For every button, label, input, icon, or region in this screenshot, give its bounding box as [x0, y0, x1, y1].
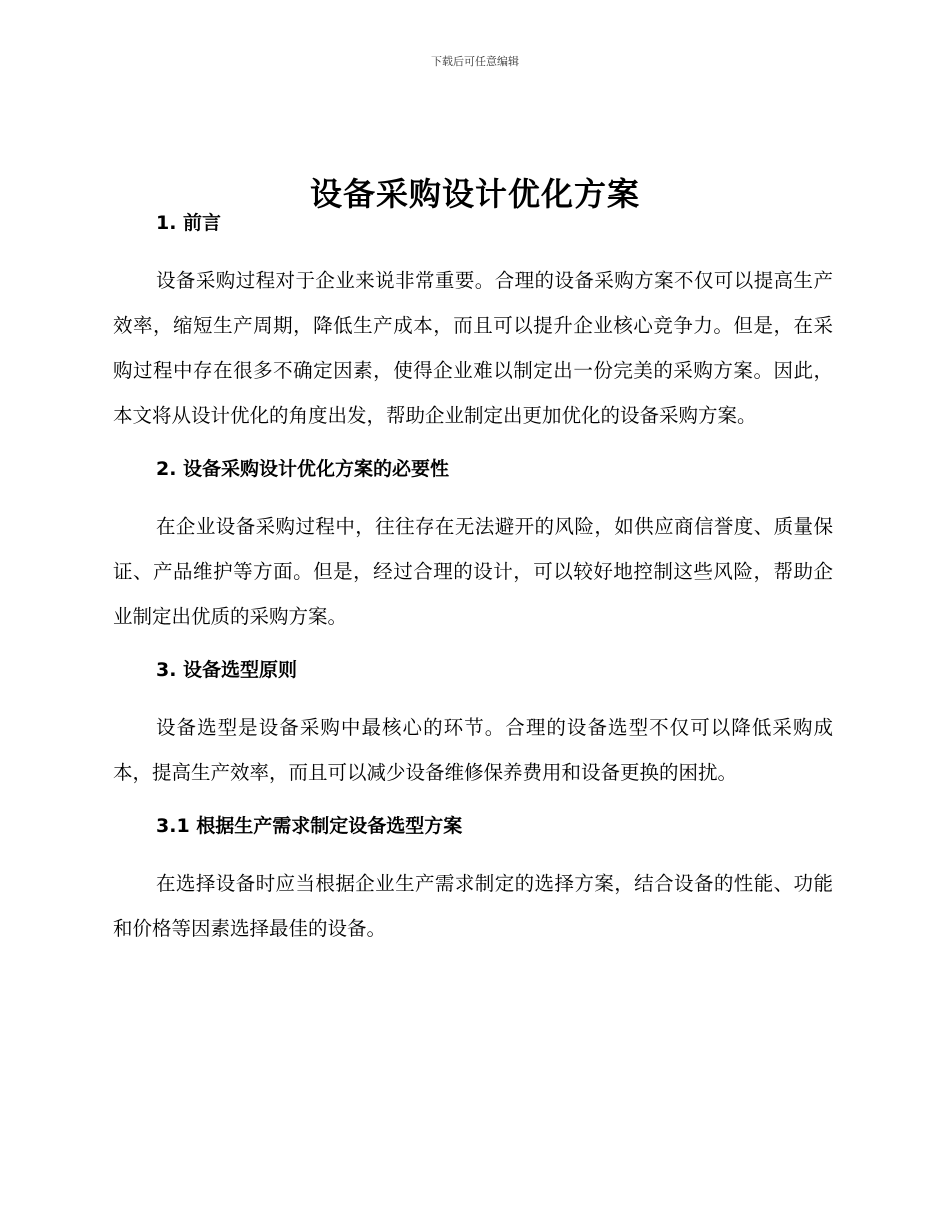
- section-paragraph-necessity: 在企业设备采购过程中，往往存在无法避开的风险，如供应商信誉度、质量保证、产品维护等方面。但是，经过合理的设计，可以较好地控制这些风险，帮助企业制定出优质的采购方案。: [113, 515, 833, 628]
- section-paragraph-production-needs: 在选择设备时应当根据企业生产需求制定的选择方案，结合设备的性能、功能和价格等因素选择最佳的设备。: [113, 872, 833, 940]
- section-paragraph-selection-principles: 设备选型是设备采购中最核心的环节。合理的设备选型不仅可以降低采购成本，提高生产效率，而且可以减少设备维修保养费用和设备更换的困扰。: [113, 716, 833, 784]
- section-paragraph-preface: 设备采购过程对于企业来说非常重要。合理的设备采购方案不仅可以提高生产效率，缩短生产周期，降低生产成本，而且可以提升企业核心竞争力。但是，在采购过程中存在很多不确定因素，使得企业难以制定出一份完美的采购方案。因此，本文将从设计优化的角度出发，帮助企业制定出更加优化的设备采购方案。: [113, 269, 833, 427]
- section-heading-selection-principles: 3. 设备选型原则: [156, 659, 298, 681]
- section-heading-necessity: 2. 设备采购设计优化方案的必要性: [156, 458, 450, 480]
- section-heading-production-needs: 3.1 根据生产需求制定设备选型方案: [156, 815, 463, 837]
- section-heading-preface: 1. 前言: [156, 212, 222, 234]
- header-note: 下载后可任意编辑: [431, 55, 519, 68]
- document-title: 设备采购设计优化方案: [309, 175, 640, 214]
- document-body: [113, 205, 833, 951]
